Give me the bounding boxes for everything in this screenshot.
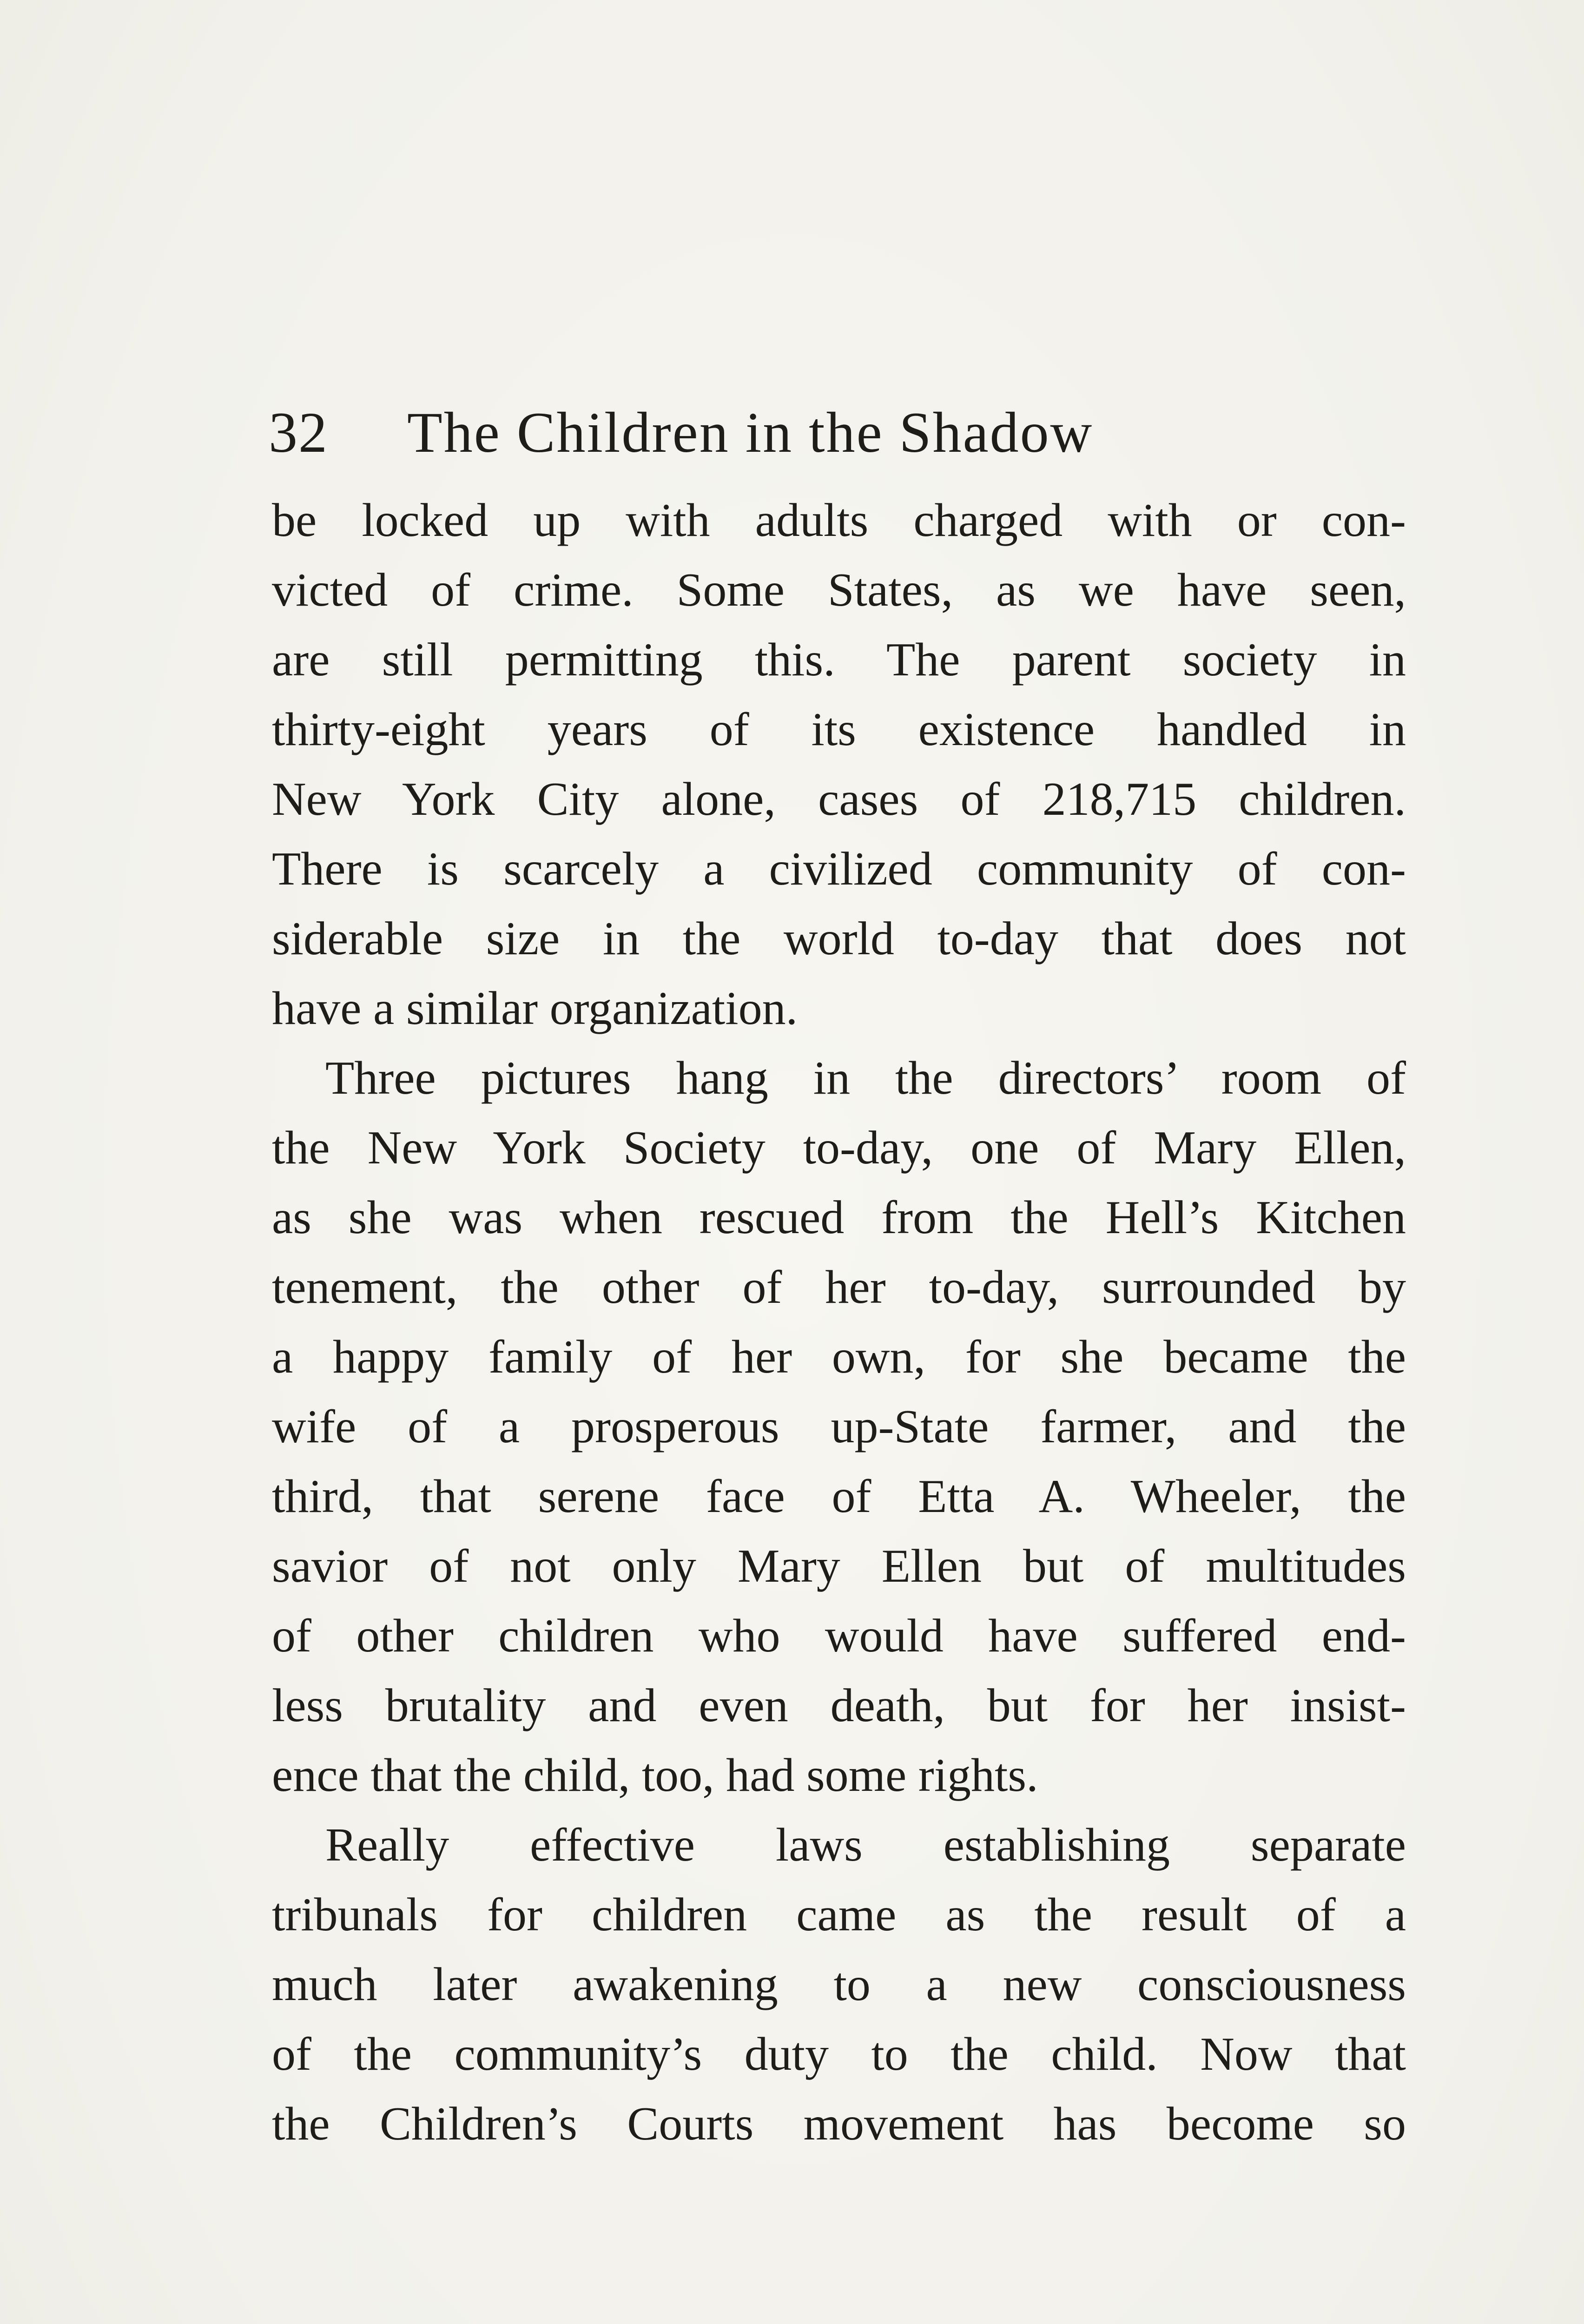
text-line: tenement, the other of her to-day, surrounded by — [272, 1261, 1406, 1314]
text-line: third, that serene face of Etta A. Wheeler, the — [272, 1470, 1406, 1523]
body-text — [272, 486, 1406, 2159]
page-number: 32 — [269, 401, 328, 464]
text-line: the Children’s Courts movement has become so — [272, 2098, 1406, 2150]
text-line: be locked up with adults charged with or con- — [272, 494, 1406, 547]
text-line: siderable size in the world to-day that does not — [272, 912, 1406, 965]
text-line: as she was when rescued from the Hell’s Kitchen — [272, 1191, 1406, 1244]
text-line: victed of crime. Some States, as we have seen, — [272, 564, 1406, 616]
text-line: wife of a prosperous up-State farmer, and the — [272, 1400, 1406, 1453]
text-line: ence that the child, too, had some rights. — [272, 1749, 1038, 1802]
text-line: are still permitting this. The parent society in — [272, 634, 1406, 686]
text-line: thirty-eight years of its existence handled in — [272, 703, 1406, 756]
text-line: the New York Society to-day, one of Mary Ellen, — [272, 1122, 1406, 1174]
text-line: much later awakening to a new consciousness — [272, 1958, 1406, 2011]
paragraph-first-line: Three pictures hang in the directors’ room of — [325, 1052, 1406, 1104]
text-line: have a similar organization. — [272, 982, 798, 1035]
text-line: less brutality and even death, but for her insist- — [272, 1679, 1406, 1732]
text-line: savior of not only Mary Ellen but of multitudes — [272, 1540, 1406, 1592]
text-line: a happy family of her own, for she became the — [272, 1331, 1406, 1383]
text-line: tribunals for children came as the result of a — [272, 1888, 1406, 1941]
running-title: The Children in the Shadow — [407, 401, 1094, 464]
text-line: New York City alone, cases of 218,715 children. — [272, 773, 1406, 825]
text-line: of the community’s duty to the child. Now that — [272, 2028, 1406, 2080]
text-line: of other children who would have suffered end- — [272, 1610, 1406, 1662]
text-line: There is scarcely a civilized community of con- — [272, 843, 1406, 895]
paragraph-first-line: Really effective laws establishing separate — [325, 1819, 1406, 1871]
running-head — [269, 400, 1421, 469]
